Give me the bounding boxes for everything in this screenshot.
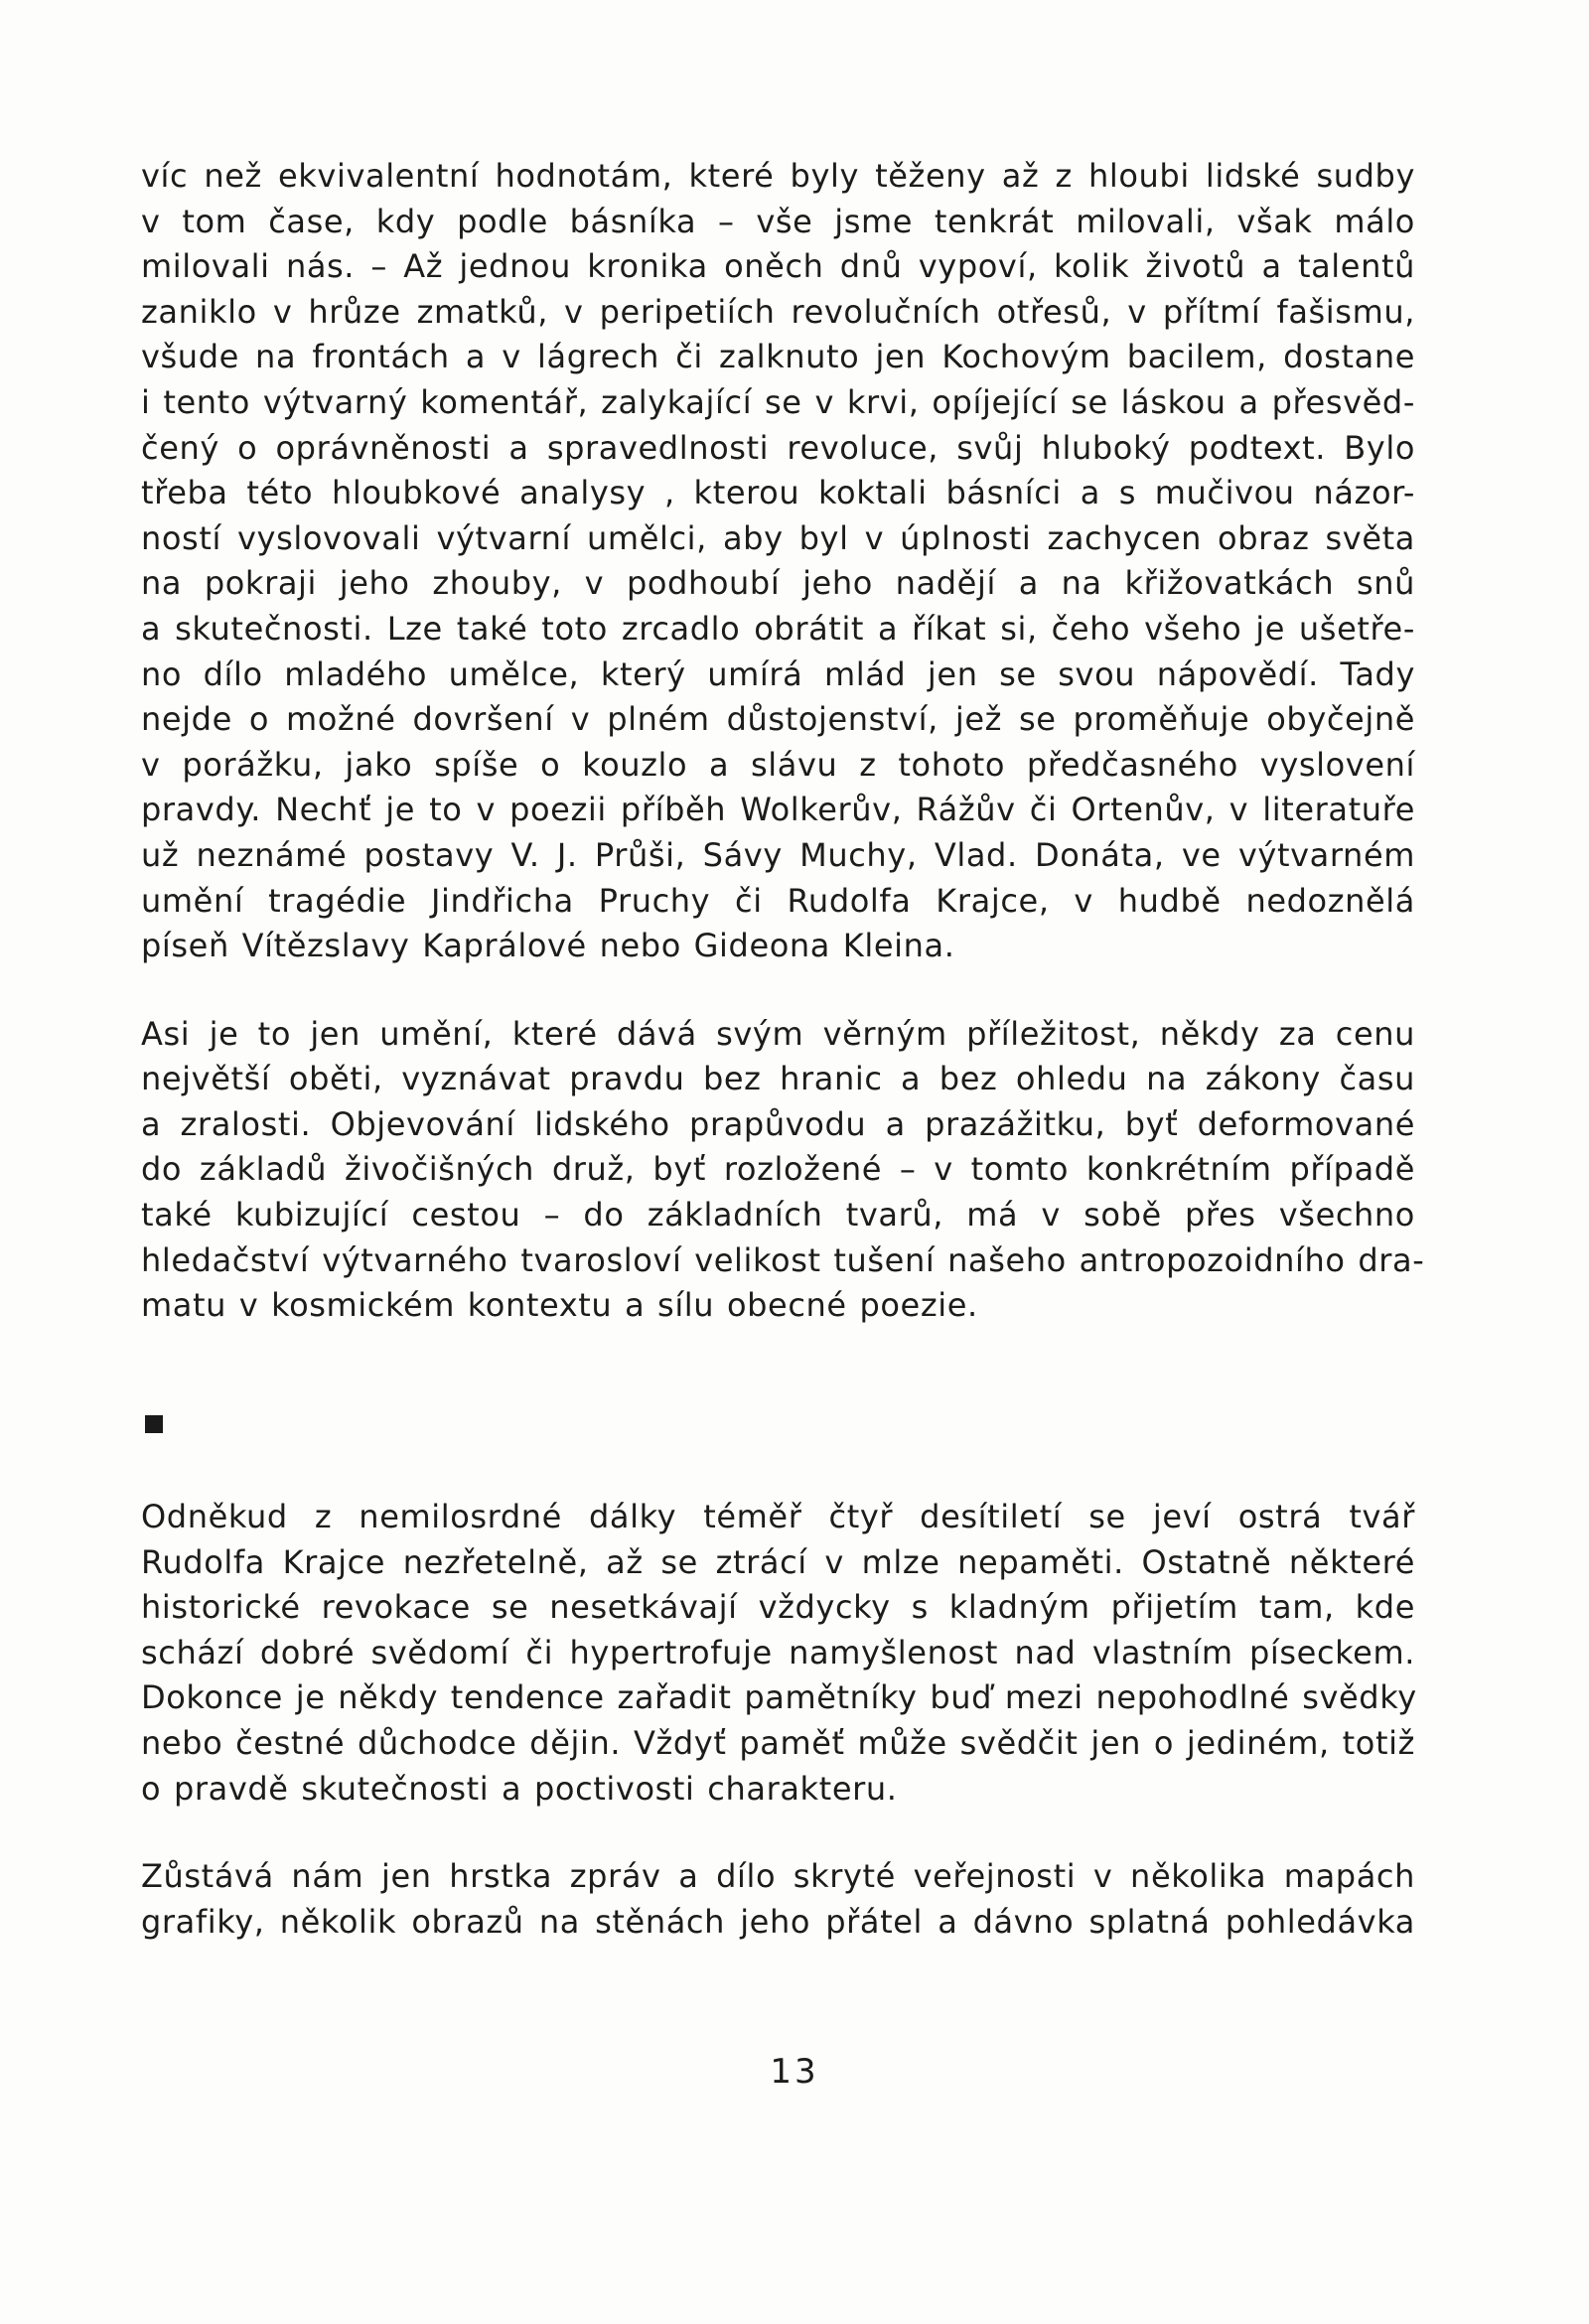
text-line: všude na frontách a v lágrech či zalknuto jen Kochovým bacilem, dostane [141, 338, 1415, 376]
square-bullet-icon [145, 1415, 163, 1433]
paragraph [141, 154, 1415, 969]
text-line: schází dobré svědomí či hypertrofuje namyšlenost nad vlastním píseckem. [141, 1633, 1415, 1671]
text-line: nebo čestné důchodce dějin. Vždyť paměť může svědčit jen o jediném, totiž [141, 1723, 1415, 1762]
text-line: víc než ekvivalentní hodnotám, které byly těženy až z hloubi lidské sudby [141, 157, 1415, 195]
text-line: nejde o možné dovršení v plném důstojenství, jež se proměňuje obyčejně [141, 700, 1415, 739]
text-line: a skutečnosti. Lze také toto zrcadlo obrátit a říkat si, čeho všeho je ušetře- [141, 609, 1415, 648]
paragraph [141, 1495, 1415, 1812]
text-line: už neznámé postavy V. J. Průši, Sávy Muchy, Vlad. Donáta, ve výtvarném [141, 835, 1415, 874]
text-line: také kubizující cestou – do základních tvarů, má v sobě přes všechno [141, 1196, 1415, 1235]
text-line: a zralosti. Objevování lidského prapůvodu a prazážitku, byť deformované [141, 1104, 1415, 1143]
text-line: čený o oprávněnosti a spravedlnosti revoluce, svůj hluboký podtext. Bylo [141, 428, 1415, 467]
text-line: i tento výtvarný komentář, zalykající se v krvi, opíjející se láskou a přesvěd- [141, 382, 1415, 421]
text-block-upper [141, 154, 1425, 1329]
text-line: Zůstává nám jen hrstka zpráv a dílo skryté veřejnosti v několika mapách [141, 1857, 1415, 1896]
text-line: pravdy. Nechť je to v poezii příběh Wolkerův, Rážův či Ortenův, v literatuře [141, 791, 1415, 829]
text-line: grafiky, několik obrazů na stěnách jeho přátel a dávno splatná pohledávka [141, 1902, 1415, 1941]
text-line: v tom čase, kdy podle básníka – vše jsme tenkrát milovali, však málo [141, 202, 1415, 240]
text-line: ností vyslovovali výtvarní umělci, aby byl v úplnosti zachycen obraz světa [141, 518, 1415, 557]
text-line: největší oběti, vyznávat pravdu bez hranic a bez ohledu na zákony času [141, 1060, 1415, 1098]
text-line: do základů živočišných druž, byť rozložené – v tomto konkrétním případě [141, 1150, 1415, 1189]
text-line: matu v kosmickém kontextu a sílu obecné poezie. [141, 1286, 978, 1325]
text-line: o pravdě skutečnosti a poctivosti charakteru. [141, 1769, 898, 1808]
text-line: Dokonce je někdy tendence zařadit pamětníky buď mezi nepohodlné svědky [141, 1678, 1417, 1717]
text-line: umění tragédie Jindřicha Pruchy či Rudolfa Krajce, v hudbě nedoznělá [141, 881, 1415, 920]
text-line: historické revokace se nesetkávají vždycky s kladným přijetím tam, kde [141, 1588, 1415, 1627]
text-line: Asi je to jen umění, které dává svým věrným příležitost, někdy za cenu [141, 1014, 1415, 1053]
text-line: v porážku, jako spíše o kouzlo a slávu z tohoto předčasného vyslovení [141, 745, 1415, 784]
section-separator [145, 1415, 165, 1435]
text-line: no dílo mladého umělce, který umírá mlád jen se svou nápovědí. Tady [141, 654, 1415, 693]
text-line: na pokraji jeho zhouby, v podhoubí jeho nadějí a na křižovatkách snů [141, 564, 1415, 603]
text-line: hledačství výtvarného tvarosloví velikost tušení našeho antropozoidního dra- [141, 1240, 1425, 1279]
page-number: 13 [770, 2052, 819, 2092]
text-line: Odněkud z nemilosrdné dálky téměř čtyř desítiletí se jeví ostrá tvář [141, 1498, 1415, 1535]
paragraph [141, 1854, 1415, 1945]
text-line: Rudolfa Krajce nezřetelně, až se ztrácí v mlze nepaměti. Ostatně některé [141, 1542, 1415, 1581]
text-line: píseň Vítězslavy Kaprálové nebo Gideona Kleina. [141, 927, 955, 965]
text-line: milovali nás. – Až jednou kronika oněch dnů vypoví, kolik životů a talentů [141, 247, 1415, 286]
text-line: zaniklo v hrůze zmatků, v peripetiích revolučních otřesů, v přítmí fašismu, [141, 292, 1415, 331]
text-block-lower [141, 1495, 1415, 1945]
text-line: třeba této hloubkové analysy , kterou koktali básníci a s mučivou názor- [141, 474, 1415, 512]
paragraph [141, 1012, 1425, 1329]
